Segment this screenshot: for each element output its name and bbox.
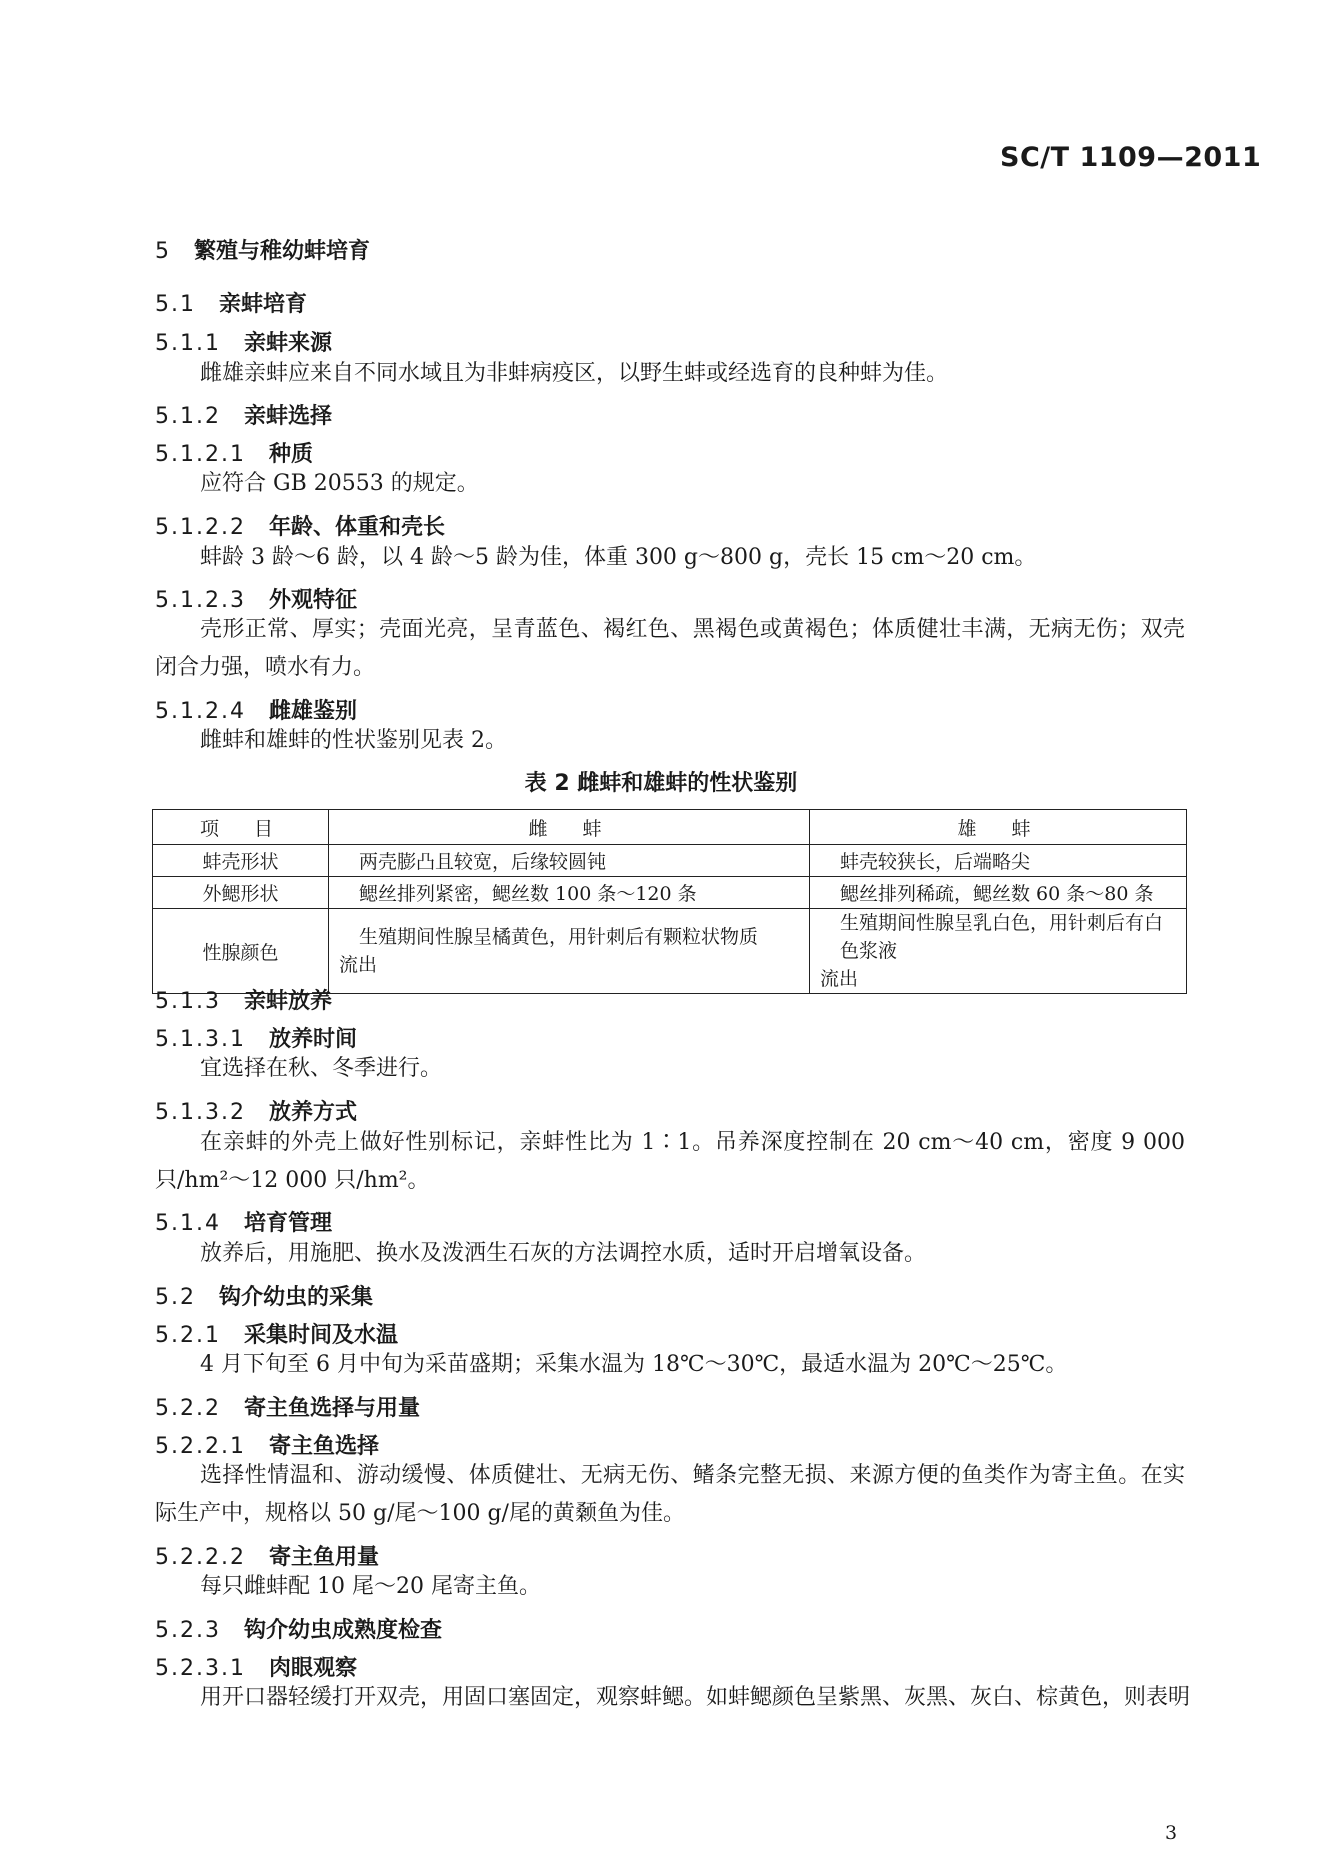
- heading-5-1-2: [155, 399, 332, 430]
- table-cell-line: 生殖期间性腺呈橘黄色，用针刺后有颗粒状物质: [359, 926, 759, 948]
- heading-title: 采集时间及水温: [243, 1323, 398, 1348]
- heading-5-2-3: [155, 1613, 442, 1644]
- table-header-cell: 雌 蚌: [329, 810, 810, 845]
- table-cell-female: [329, 909, 810, 994]
- heading-5-1-3: [155, 984, 332, 1015]
- heading-number: 5.1.3.1: [155, 1027, 246, 1052]
- table-header-cell: 项 目: [153, 810, 329, 845]
- heading-number: 5.1.1: [155, 331, 221, 356]
- table-cell-male: 鳃丝排列稀疏，鳃丝数 60 条～80 条: [810, 877, 1187, 909]
- table-header-cell: 雄 蚌: [810, 810, 1187, 845]
- table-cell-line: 流出: [820, 968, 859, 990]
- heading-number: 5.2.1: [155, 1323, 221, 1348]
- heading-title: 亲蚌来源: [243, 331, 332, 356]
- paragraph-5-1-3-1: 宜选择在秋、冬季进行。: [200, 1056, 443, 1081]
- heading-title: 年龄、体重和壳长: [268, 515, 445, 540]
- heading-5-2-2-1: [155, 1429, 379, 1460]
- table-row: [153, 845, 1187, 877]
- heading-5-2-2-2: [155, 1540, 379, 1571]
- heading-title: 寄主鱼用量: [268, 1545, 379, 1570]
- table-caption: 表 2 雌蚌和雄蚌的性状鉴别: [524, 771, 798, 796]
- heading-title: 雌雄鉴别: [268, 699, 357, 724]
- heading-5-1: [155, 287, 307, 318]
- table-cell-female: 两壳膨凸且较宽，后缘较圆钝: [329, 845, 810, 877]
- heading-title: 寄主鱼选择与用量: [243, 1396, 420, 1421]
- paragraph-5-1-2-4: 雌蚌和雄蚌的性状鉴别见表 2。: [200, 728, 507, 753]
- heading-title: 亲蚌选择: [243, 404, 332, 429]
- heading-number: 5.2.2.1: [155, 1434, 246, 1459]
- heading-title: 放养方式: [268, 1100, 357, 1125]
- heading-5-2-1: [155, 1318, 398, 1349]
- standard-code: SC/T 1109—2011: [1000, 142, 1262, 173]
- heading-number: 5.1.2: [155, 404, 221, 429]
- heading-title: 肉眼观察: [268, 1656, 357, 1681]
- heading-number: 5.1.4: [155, 1211, 221, 1236]
- table-cell-male: [810, 909, 1187, 994]
- heading-5-2-2: [155, 1391, 420, 1422]
- table-2: [152, 809, 1187, 994]
- heading-number: 5.2.2.2: [155, 1545, 246, 1570]
- paragraph-5-2-1: 4 月下旬至 6 月中旬为采苗盛期；采集水温为 18℃～30℃，最适水温为 20℃～25℃。: [200, 1352, 1068, 1377]
- table-cell-male: 蚌壳较狭长，后端略尖: [810, 845, 1187, 877]
- heading-title: 种质: [268, 442, 313, 467]
- heading-number: 5.2.3: [155, 1618, 221, 1643]
- heading-title: 放养时间: [268, 1027, 357, 1052]
- heading-number: 5.1.2.4: [155, 699, 246, 724]
- paragraph-5-1-4: 放养后，用施肥、换水及泼洒生石灰的方法调控水质，适时开启增氧设备。: [200, 1241, 927, 1266]
- heading-title: 钩介幼虫成熟度检查: [243, 1618, 442, 1643]
- table-row: [153, 909, 1187, 994]
- heading-5-2: [155, 1280, 373, 1311]
- table-cell-item: 蚌壳形状: [153, 845, 329, 877]
- heading-number: 5.1: [155, 292, 196, 317]
- heading-title: 钩介幼虫的采集: [218, 1285, 373, 1310]
- table-cell-female: 鳃丝排列紧密，鳃丝数 100 条～120 条: [329, 877, 810, 909]
- paragraph-5-2-2-1: 选择性情温和、游动缓慢、体质健壮、无病无伤、鳍条完整无损、来源方便的鱼类作为寄主鱼。在实际生产中，规格以 50 g/尾～100 g/尾的黄颡鱼为佳。: [155, 1463, 1185, 1526]
- heading-title: 亲蚌放养: [243, 989, 332, 1014]
- heading-5-1-2-1: [155, 437, 313, 468]
- heading-number: 5.1.2.3: [155, 588, 246, 613]
- heading-title: 繁殖与稚幼蚌培育: [193, 239, 370, 264]
- heading-number: 5.1.3: [155, 989, 221, 1014]
- heading-5-1-4: [155, 1206, 332, 1237]
- heading-number: 5.1.2.2: [155, 515, 246, 540]
- table-cell-line: 生殖期间性腺呈乳白色，用针刺后有白色浆液: [840, 912, 1164, 962]
- heading-5-2-3-1: [155, 1651, 357, 1682]
- paragraph-5-1-3-2: 在亲蚌的外壳上做好性别标记，亲蚌性比为 1∶1。吊养深度控制在 20 cm～40 cm，密度 9 000 只/hm²～12 000 只/hm²。: [155, 1130, 1185, 1193]
- paragraph-5-1-1: 雌雄亲蚌应来自不同水域且为非蚌病疫区，以野生蚌或经选育的良种蚌为佳。: [200, 361, 949, 386]
- table-header-row: [153, 810, 1187, 845]
- heading-number: 5.2.3.1: [155, 1656, 246, 1681]
- paragraph-5-1-2-2: 蚌龄 3 龄～6 龄，以 4 龄～5 龄为佳，体重 300 g～800 g，壳长 15 cm～20 cm。: [200, 545, 1037, 570]
- heading-number: 5.2.2: [155, 1396, 221, 1421]
- heading-number: 5.1.3.2: [155, 1100, 246, 1125]
- heading-5-1-2-3: [155, 583, 357, 614]
- paragraph-5-2-2-2: 每只雌蚌配 10 尾～20 尾寄主鱼。: [200, 1574, 541, 1599]
- heading-5: [155, 234, 370, 265]
- heading-5-1-2-2: [155, 510, 445, 541]
- heading-5-1-2-4: [155, 694, 357, 725]
- heading-5-1-3-1: [155, 1022, 357, 1053]
- heading-title: 亲蚌培育: [218, 292, 307, 317]
- table-cell-line: 流出: [339, 954, 378, 976]
- paragraph-5-1-2-1: 应符合 GB 20553 的规定。: [200, 471, 479, 496]
- heading-number: 5.1.2.1: [155, 442, 246, 467]
- table-cell-item: 性腺颜色: [153, 909, 329, 994]
- table-row: [153, 877, 1187, 909]
- table-cell-item: 外鳃形状: [153, 877, 329, 909]
- heading-5-1-3-2: [155, 1095, 357, 1126]
- heading-title: 寄主鱼选择: [268, 1434, 379, 1459]
- heading-title: 外观特征: [268, 588, 357, 613]
- heading-number: 5.2: [155, 1285, 196, 1310]
- heading-title: 培育管理: [243, 1211, 332, 1236]
- page-number: 3: [1165, 1822, 1178, 1844]
- paragraph-5-2-3-1: 用开口器轻缓打开双壳，用固口塞固定，观察蚌鳃。如蚌鳃颜色呈紫黑、灰黑、灰白、棕黄色，则表明: [200, 1685, 1191, 1710]
- heading-5-1-1: [155, 326, 332, 357]
- heading-number: 5: [155, 239, 171, 264]
- paragraph-5-1-2-3: 壳形正常、厚实；壳面光亮，呈青蓝色、褐红色、黑褐色或黄褐色；体质健壮丰满，无病无伤；双壳闭合力强，喷水有力。: [155, 617, 1185, 680]
